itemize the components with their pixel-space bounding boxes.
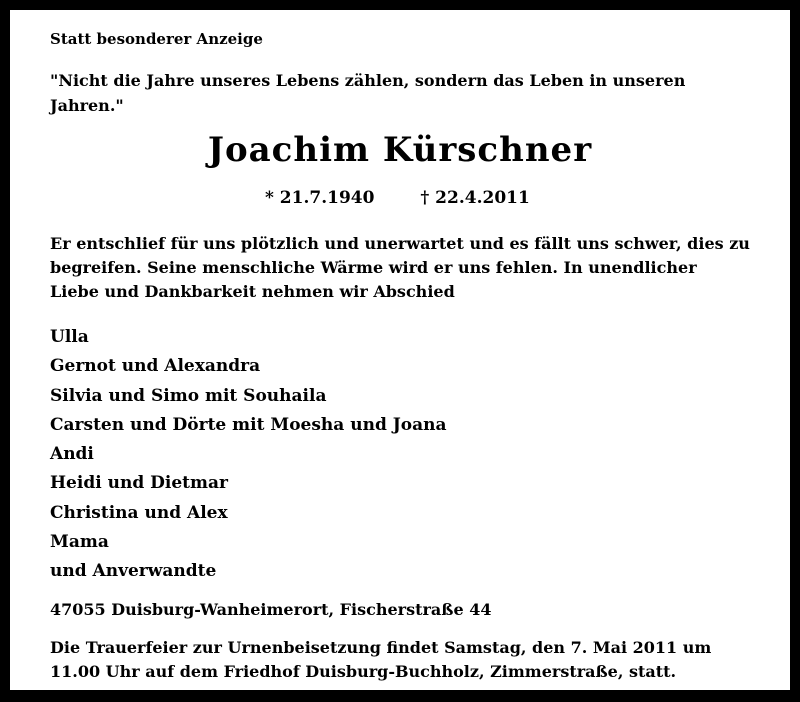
intro-line: Statt besonderer Anzeige [50, 30, 263, 48]
obituary-notice [10, 10, 790, 690]
funeral-service-info: Die Trauerfeier zur Urnenbeisetzung findet Samstag, den 7. Mai 2011 um 11.00 Uhr auf dem Friedhof Duisburg-Buchholz, Zimmerstraße, statt. [50, 638, 712, 681]
mourner-item: Carsten und Dörte mit Moesha und Joana [50, 414, 447, 435]
birth-date: * 21.7.1940 [265, 188, 375, 208]
mourner-item: Gernot und Alexandra [50, 356, 261, 377]
mourner-item: Silvia und Simo mit Souhaila [50, 385, 327, 406]
farewell-text: Er entschlief für uns plötzlich und unerwartet und es fällt uns schwer, dies zu begreifen. Seine menschliche Wärme wird er uns fehlen. In unendlicher Liebe und Dankbarkeit nehmen wir Abschied [50, 234, 750, 301]
death-date: † 22.4.2011 [420, 188, 530, 208]
mourner-item: Andi [50, 444, 94, 465]
family-address: 47055 Duisburg-Wanheimerort, Fischerstraße 44 [50, 600, 492, 619]
mourner-item: Heidi und Dietmar [50, 473, 228, 494]
quote: "Nicht die Jahre unseres Lebens zählen, sondern das Leben in unseren Jahren." [50, 71, 686, 115]
mourner-item: Mama [50, 532, 109, 553]
deceased-name: Joachim Kürschner [207, 130, 593, 170]
mourner-item: und Anverwandte [50, 561, 217, 582]
mourners-list [50, 323, 447, 587]
mourner-item: Christina und Alex [50, 502, 228, 523]
mourner-item: Ulla [50, 327, 89, 347]
life-dates [265, 188, 530, 208]
